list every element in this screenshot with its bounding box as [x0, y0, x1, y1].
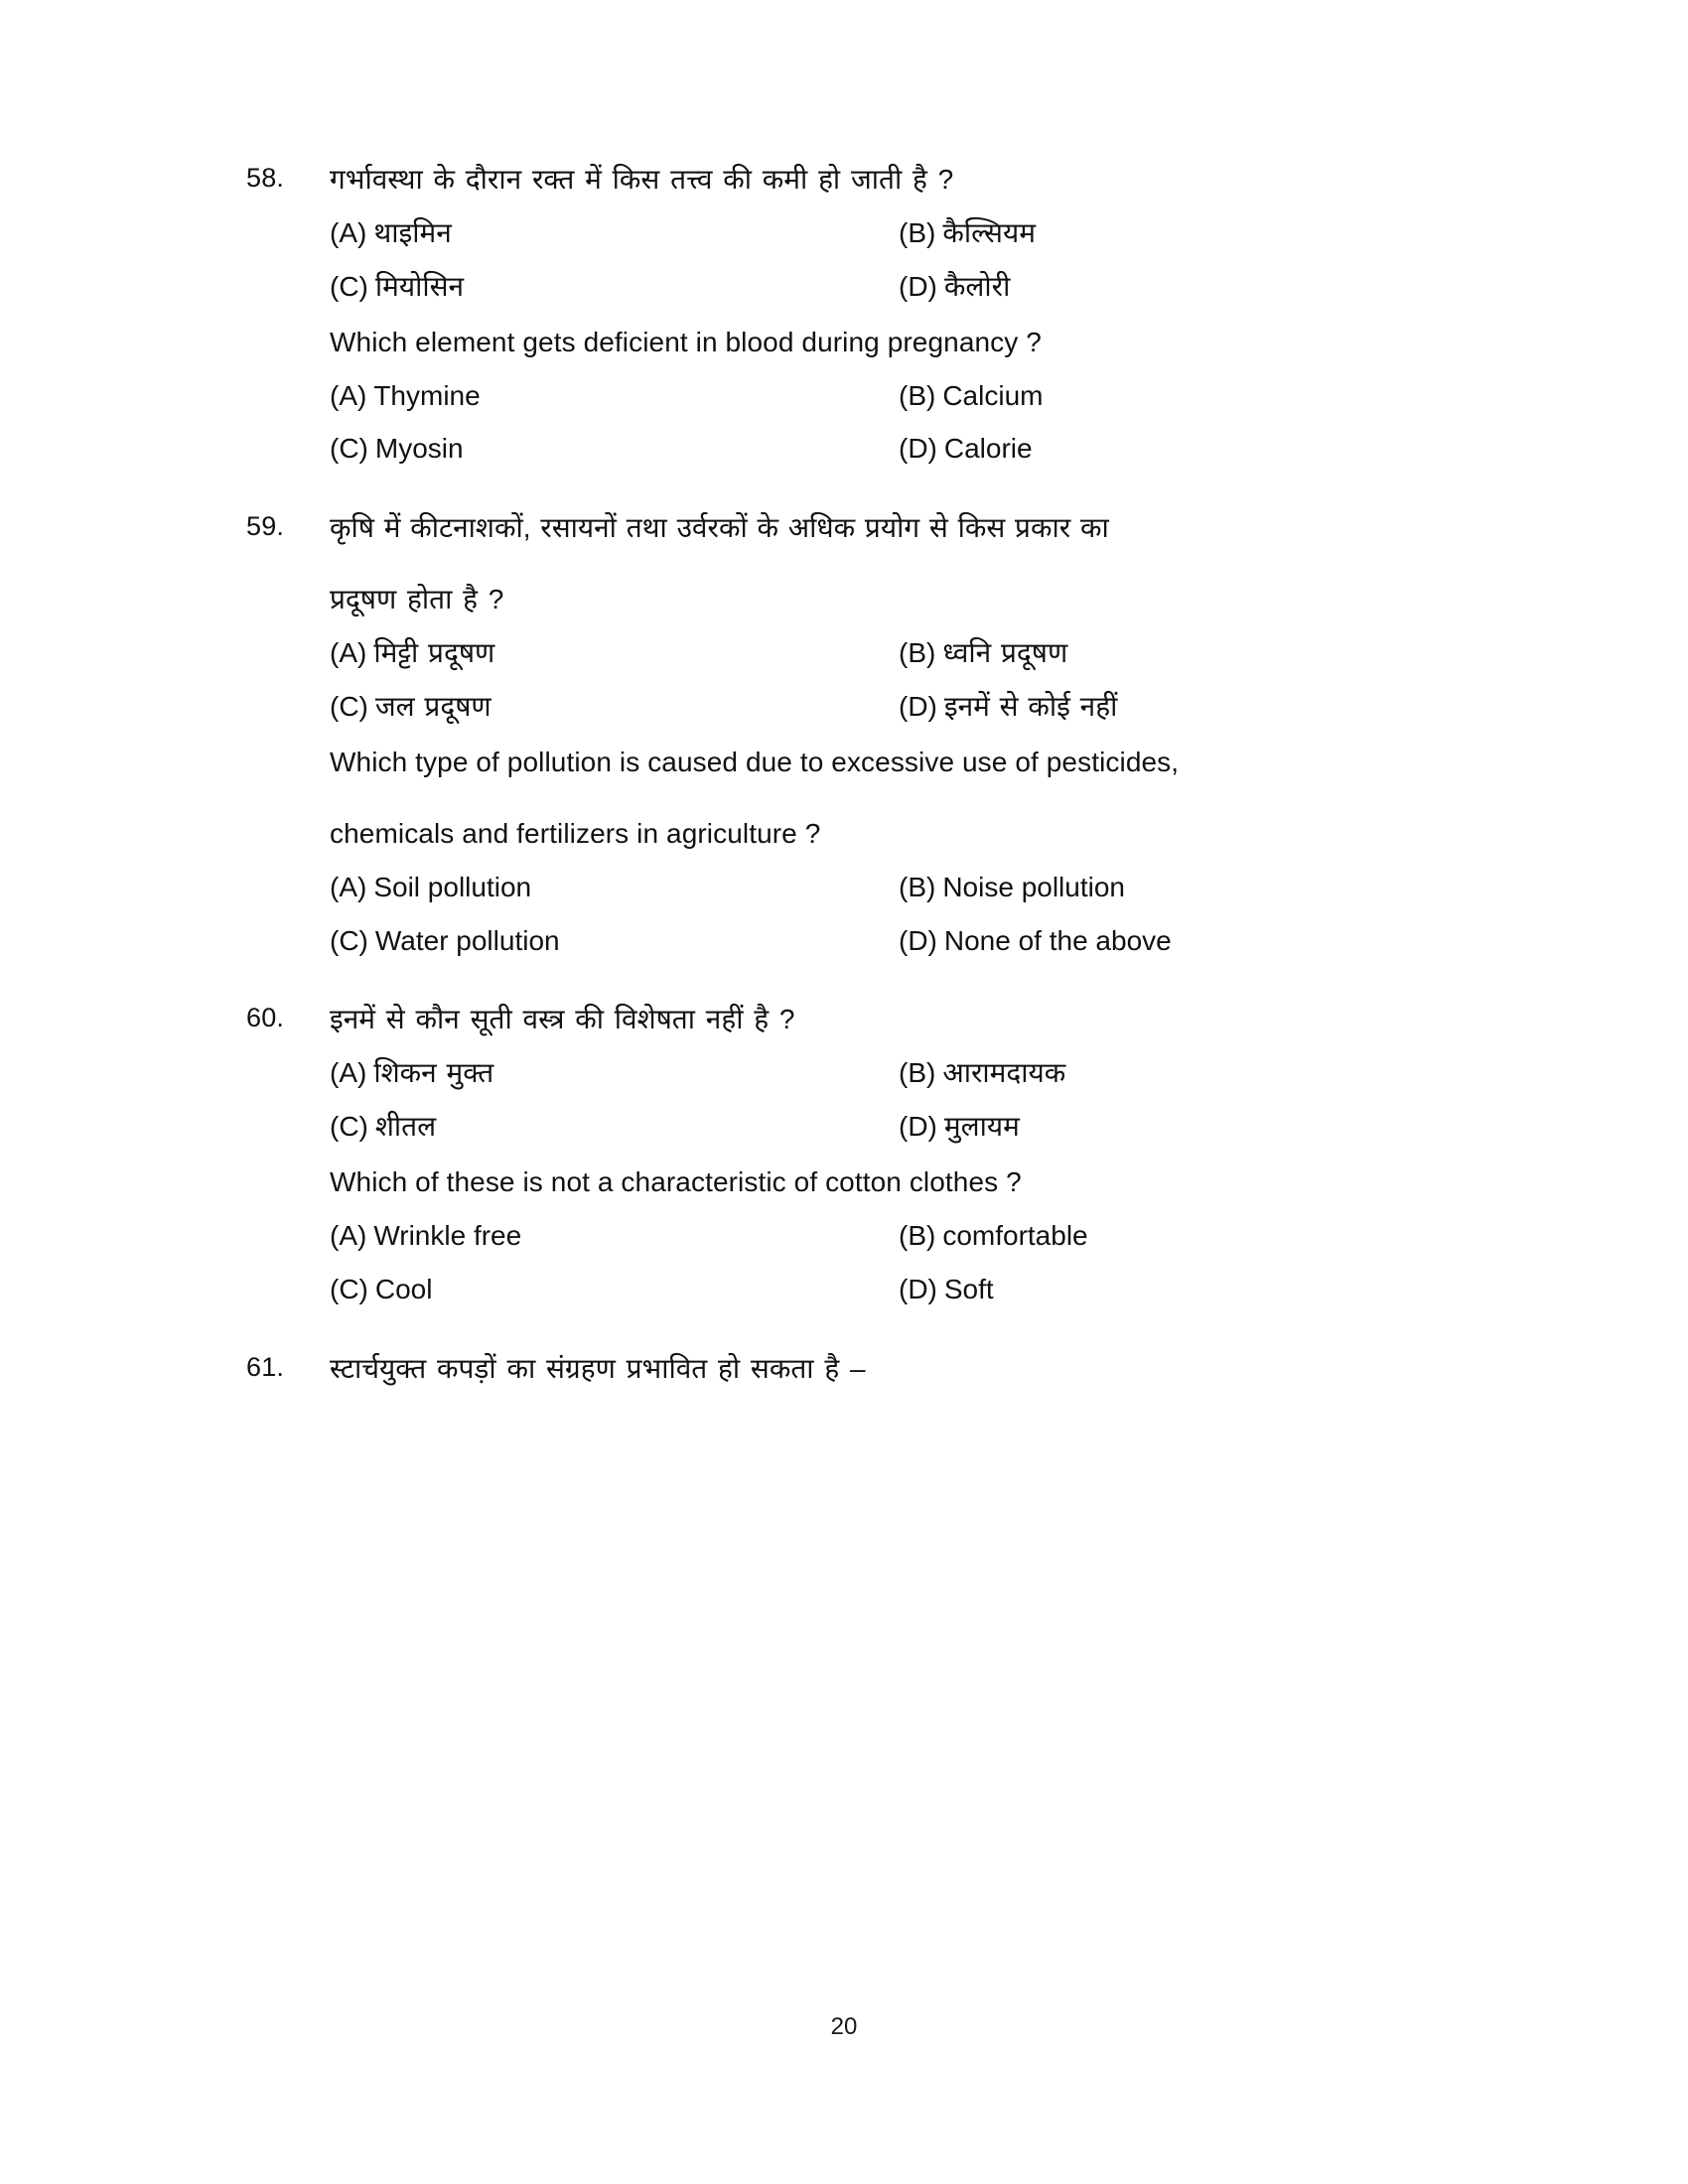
- option-row: [330, 430, 1468, 468]
- option-label: शीतल: [374, 1111, 437, 1143]
- question-text-hindi-line-1: स्टार्चयुक्त कपड़ों का संग्रहण प्रभावित हो सकता है –: [330, 1352, 866, 1384]
- question-spacer: [246, 1324, 1468, 1348]
- question-spacer: [246, 483, 1468, 507]
- option-row: [330, 922, 1468, 960]
- option-label: कैलोरी: [943, 270, 1011, 302]
- option-row: [330, 869, 1468, 906]
- option-row: [330, 1108, 1468, 1146]
- option-key: (B): [899, 1219, 936, 1251]
- option-key: (A): [330, 217, 367, 248]
- option-label: इनमें से कोई नहीं: [943, 690, 1118, 722]
- option-label: मियोसिन: [374, 270, 465, 302]
- line-gap: [330, 783, 1468, 813]
- option-label: जल प्रदूषण: [374, 690, 492, 722]
- option-key: (C): [330, 1273, 368, 1304]
- question-body: [330, 159, 1468, 483]
- options-hindi: [330, 634, 1468, 726]
- question-number: 58.: [246, 163, 285, 193]
- option-d-english[interactable]: [899, 1271, 1468, 1308]
- option-label: Myosin: [374, 433, 464, 465]
- question-text-english-line-1: Which of these is not a characteristic of cotton clothes ?: [330, 1165, 1022, 1197]
- question-text-english-line-2: chemicals and fertilizers in agriculture ?: [330, 817, 821, 849]
- question-59: [246, 507, 1468, 975]
- option-c-hindi[interactable]: [330, 688, 899, 726]
- line-gap: [330, 549, 1468, 579]
- option-key: (C): [330, 924, 368, 956]
- option-key: (D): [899, 690, 937, 722]
- option-a-english[interactable]: [330, 377, 899, 415]
- question-row: [246, 507, 1468, 975]
- question-60: [246, 999, 1468, 1323]
- option-label: Soil pollution: [373, 871, 532, 902]
- option-d-hindi[interactable]: [899, 1108, 1468, 1146]
- option-key: (A): [330, 1057, 367, 1089]
- option-key: (D): [899, 270, 937, 302]
- options-english: [330, 1217, 1468, 1308]
- option-key: (C): [330, 690, 368, 722]
- option-label: comfortable: [942, 1219, 1088, 1251]
- question-body: [330, 507, 1468, 975]
- option-key: (B): [899, 637, 936, 669]
- option-a-english[interactable]: [330, 869, 899, 906]
- question-number: 59.: [246, 511, 285, 542]
- option-b-english[interactable]: [899, 869, 1468, 906]
- option-b-english[interactable]: [899, 1217, 1468, 1255]
- option-key: (B): [899, 217, 936, 248]
- options-english: [330, 377, 1468, 469]
- option-a-hindi[interactable]: [330, 214, 899, 252]
- question-text-hindi-line-1: गर्भावस्था के दौरान रक्त में किस तत्त्व की कमी हो जाती है ?: [330, 164, 954, 195]
- option-d-english[interactable]: [899, 430, 1468, 468]
- question-body: [330, 1348, 1468, 1390]
- option-a-hindi[interactable]: [330, 634, 899, 672]
- option-row: [330, 1054, 1468, 1092]
- option-key: (D): [899, 1111, 937, 1143]
- option-b-hindi[interactable]: [899, 214, 1468, 252]
- question-61: [246, 1348, 1468, 1390]
- option-key: (A): [330, 1219, 367, 1251]
- option-label: Calcium: [942, 379, 1044, 411]
- question-row: [246, 159, 1468, 483]
- option-label: ध्वनि प्रदूषण: [942, 637, 1068, 669]
- option-key: (B): [899, 379, 936, 411]
- option-key: (C): [330, 433, 368, 465]
- option-row: [330, 1217, 1468, 1255]
- option-label: थाइमिन: [373, 217, 452, 248]
- option-row: [330, 377, 1468, 415]
- option-c-hindi[interactable]: [330, 1108, 899, 1146]
- question-body: [330, 999, 1468, 1323]
- option-b-hindi[interactable]: [899, 634, 1468, 672]
- question-text-hindi-line-1: इनमें से कौन सूती वस्त्र की विशेषता नहीं है ?: [330, 1004, 795, 1035]
- question-number: 61.: [246, 1351, 285, 1382]
- option-key: (A): [330, 637, 367, 669]
- option-label: मुलायम: [943, 1111, 1020, 1143]
- option-label: Calorie: [943, 433, 1033, 465]
- option-row: [330, 1271, 1468, 1308]
- option-row: [330, 268, 1468, 306]
- option-key: (D): [899, 433, 937, 465]
- option-c-hindi[interactable]: [330, 268, 899, 306]
- option-row: [330, 214, 1468, 252]
- option-label: Water pollution: [374, 924, 560, 956]
- options-hindi: [330, 214, 1468, 306]
- question-text-hindi-line-2: प्रदूषण होता है ?: [330, 584, 504, 615]
- options-hindi: [330, 1054, 1468, 1146]
- option-label: Noise pollution: [942, 871, 1125, 902]
- option-label: Wrinkle free: [373, 1219, 522, 1251]
- option-c-english[interactable]: [330, 430, 899, 468]
- option-key: (B): [899, 1057, 936, 1089]
- option-key: (D): [899, 1273, 937, 1304]
- option-key: (C): [330, 1111, 368, 1143]
- option-key: (A): [330, 379, 367, 411]
- option-label: Thymine: [373, 379, 481, 411]
- option-label: Cool: [374, 1273, 433, 1304]
- question-row: [246, 999, 1468, 1323]
- option-d-english[interactable]: [899, 922, 1468, 960]
- option-a-english[interactable]: [330, 1217, 899, 1255]
- option-d-hindi[interactable]: [899, 268, 1468, 306]
- question-spacer: [246, 975, 1468, 999]
- option-row: [330, 634, 1468, 672]
- question-row: [246, 1348, 1468, 1390]
- option-b-english[interactable]: [899, 377, 1468, 415]
- option-key: (B): [899, 871, 936, 902]
- question-text-english-line-1: Which element gets deficient in blood during pregnancy ?: [330, 326, 1042, 357]
- options-english: [330, 869, 1468, 960]
- page-number: 20: [830, 2013, 858, 2040]
- option-c-english[interactable]: [330, 1271, 899, 1308]
- option-key: (C): [330, 270, 368, 302]
- option-key: (A): [330, 871, 367, 902]
- option-b-hindi[interactable]: [899, 1054, 1468, 1092]
- option-d-hindi[interactable]: [899, 688, 1468, 726]
- question-text-english-line-1: Which type of pollution is caused due to excessive use of pesticides,: [330, 746, 1180, 777]
- option-label: Soft: [943, 1273, 994, 1304]
- option-label: शिकन मुक्त: [373, 1057, 494, 1089]
- option-key: (D): [899, 924, 937, 956]
- option-label: आरामदायक: [942, 1057, 1066, 1089]
- option-label: None of the above: [943, 924, 1172, 956]
- question-number: 60.: [246, 1003, 285, 1033]
- option-label: कैल्सियम: [942, 217, 1036, 248]
- option-label: मिट्टी प्रदूषण: [373, 637, 495, 669]
- option-a-hindi[interactable]: [330, 1054, 899, 1092]
- question-text-hindi-line-1: कृषि में कीटनाशकों, रसायनों तथा उर्वरकों के अधिक प्रयोग से किस प्रकार का: [330, 512, 1109, 544]
- question-58: [246, 159, 1468, 483]
- option-c-english[interactable]: [330, 922, 899, 960]
- option-row: [330, 688, 1468, 726]
- questions-container: [246, 159, 1468, 1390]
